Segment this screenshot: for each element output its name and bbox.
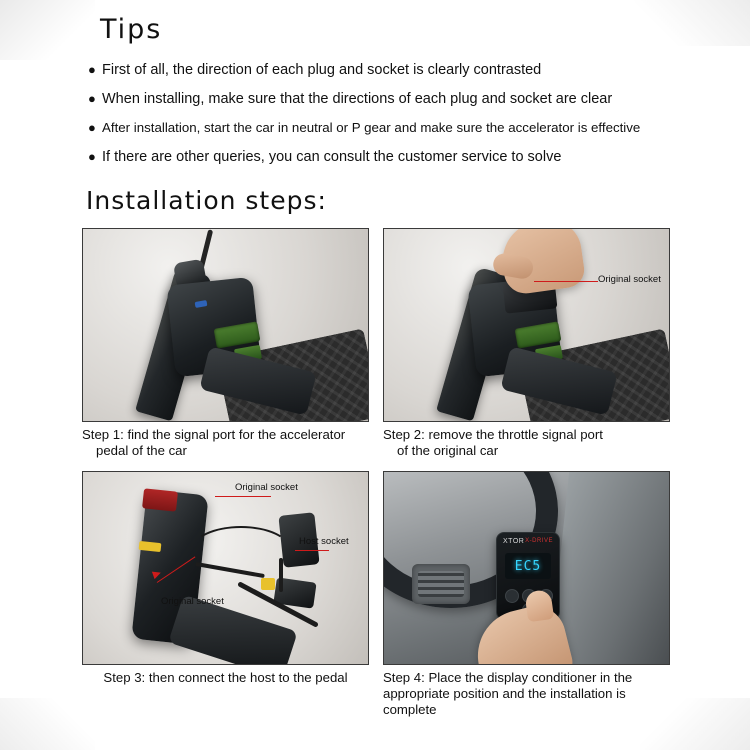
list-item xyxy=(88,89,708,109)
harness-yellow-clip xyxy=(261,578,275,590)
corner-shading-top-right xyxy=(630,0,750,46)
step-3-caption xyxy=(82,670,369,704)
annotation-label-original-socket-top: Original socket xyxy=(235,482,298,493)
tip-text: First of all, the direction of each plug and socket is clearly contrasted xyxy=(102,62,542,78)
pedal-red-cap xyxy=(142,488,178,511)
annotation-leader-line xyxy=(295,550,329,551)
tip-text: After installation, start the car in neutral or P gear and make sure the accelerator is effective xyxy=(102,120,641,135)
step-2-photo xyxy=(383,228,670,422)
corner-shading-bottom-left xyxy=(0,698,95,750)
corner-shading-top-left xyxy=(0,0,95,60)
tip-text: If there are other queries, you can consult the customer service to solve xyxy=(102,149,562,165)
steps-row-1 xyxy=(82,228,670,461)
step-3-photo xyxy=(82,471,369,665)
bullet-icon: ● xyxy=(88,149,96,164)
steps-grid xyxy=(82,228,670,718)
step-1-photo xyxy=(82,228,369,422)
step-2-cell xyxy=(383,228,670,461)
installation-steps-title: Installation steps: xyxy=(86,186,327,215)
annotation-label-original-socket-bottom: Original socket xyxy=(161,596,224,607)
annotation-leader-line xyxy=(534,281,598,282)
step-1-cell xyxy=(82,228,369,461)
step-2-caption-line-2: of the original car xyxy=(397,443,499,458)
device-display xyxy=(505,553,551,579)
step-4-cell xyxy=(383,471,670,718)
device-button-left[interactable] xyxy=(505,589,519,603)
step-4-caption-line-2: the appropriate position and the installation xyxy=(383,670,633,701)
list-item xyxy=(88,118,708,138)
device-model-label: X-DRIVE xyxy=(525,538,553,544)
step-4-caption xyxy=(383,670,670,718)
step-3-cell xyxy=(82,471,369,718)
step-2-caption xyxy=(383,427,670,461)
step-2-caption-line-1: Step 2: remove the throttle signal port xyxy=(383,427,603,442)
harness-wire-segment xyxy=(279,558,283,592)
annotation-leader-line xyxy=(215,496,271,497)
list-item xyxy=(88,60,708,80)
tips-title: Tips xyxy=(100,14,163,45)
step-4-photo xyxy=(383,471,670,665)
hand xyxy=(498,228,587,296)
device-display-value: EC5 xyxy=(514,558,542,574)
list-item xyxy=(88,147,708,167)
bullet-icon: ● xyxy=(88,120,96,135)
door-switch-panel xyxy=(412,564,470,604)
step-1-caption xyxy=(82,427,369,461)
step-1-caption-line-1: Step 1: find the signal port for the accelerator xyxy=(82,427,346,442)
step-1-caption-line-2: pedal of the car xyxy=(96,443,187,458)
bullet-icon: ● xyxy=(88,62,96,77)
tips-list xyxy=(88,60,708,176)
step-4-caption-line-1: Step 4: Place the display conditioner in xyxy=(383,670,611,685)
tip-text: When installing, make sure that the directions of each plug and socket are clear xyxy=(102,91,613,107)
door-panel xyxy=(549,472,670,665)
steps-row-2 xyxy=(82,471,670,718)
step-3-caption-line-1: Step 3: then connect the host to the pedal xyxy=(103,670,348,685)
annotation-label-original-socket: Original socket xyxy=(598,274,661,285)
annotation-label-host-socket: Host socket xyxy=(299,536,349,547)
step-4-caption-line-3: is complete xyxy=(383,686,626,717)
bullet-icon: ● xyxy=(88,91,96,106)
device-brand-label: XTOR xyxy=(503,538,525,545)
